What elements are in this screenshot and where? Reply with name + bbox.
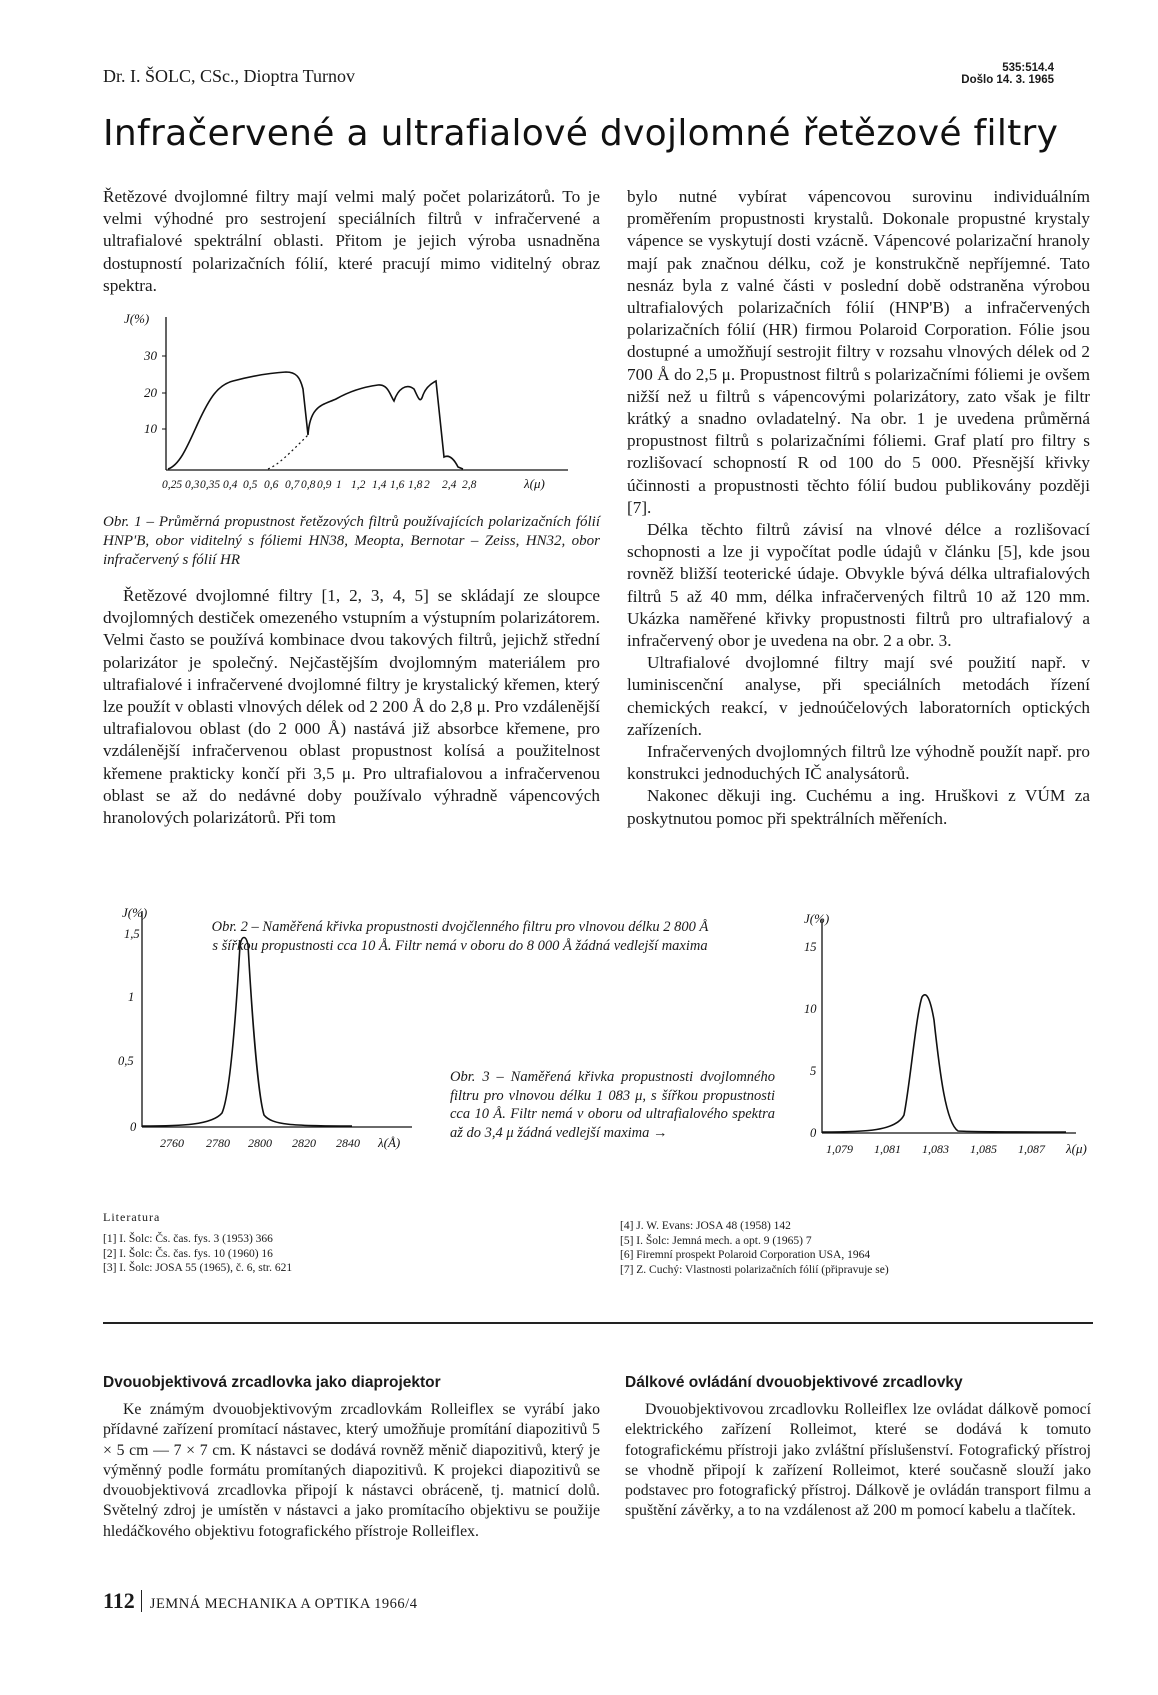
fig2-xtick: 2820 <box>292 1136 316 1150</box>
fig1-xtick: 1,4 <box>372 479 387 491</box>
news-right-body <box>625 1400 1091 1522</box>
fig2-ytick: 0 <box>130 1120 137 1134</box>
fig3-xtick: 1,083 <box>922 1142 949 1156</box>
fig2-ytick: 0,5 <box>118 1054 134 1068</box>
section-divider <box>103 1322 1093 1324</box>
fig3-xtick: 1,085 <box>970 1142 997 1156</box>
fig3-xtick: 1,081 <box>874 1142 901 1156</box>
figure-2-caption: Obr. 2 – Naměřená křivka propustnosti dvojčlenného filtru pro vlnovou délku 2 800 Å s šířkou propustnosti cca 10 Å. Filtr nemá v oboru do 8 000 Å žádná vedlejší maxima <box>211 919 709 954</box>
references-left <box>103 1232 603 1276</box>
fig2-curve <box>142 938 352 1127</box>
fig1-ytick: 30 <box>144 348 157 363</box>
fig3-xlabel: λ(μ) <box>1066 1141 1087 1156</box>
fig1-ytick: 10 <box>144 421 157 436</box>
news-right-title: Dálkové ovládání dvouobjektivové zrcadlovky <box>625 1374 963 1391</box>
classification-code: 535:514.4 <box>1002 62 1054 74</box>
reference-item: [4] J. W. Evans: JOSA 48 (1958) 142 <box>620 1220 791 1232</box>
journal-name: JEMNÁ MECHANIKA A OPTIKA 1966/4 <box>149 1596 418 1612</box>
fig1-xtick: 0,8 <box>301 479 316 491</box>
fig1-ylabel: J(%) <box>124 311 150 326</box>
fig1-xtick: 1,8 <box>408 479 423 491</box>
news-right-paragraph: Dvouobjektivovou zrcadlovku Rolleiflex lze ovládat dálkově pomocí elektrického zařízení Rolleimot, které se dodává k tomuto fotografickému přístroji jako zvláštní příslušenství. Fotografický přístroj se vhodně připojí k zařízení Rolleimot, které současně slouží jako podstavec pro fotografický přístroj. Dálkově je ovládán transport filmu a spuštění závěrky, a to na vzdálenost až 200 m pomocí kabelu a tlačítek. <box>625 1401 1091 1520</box>
author-line: Dr. I. ŠOLC, CSc., Dioptra Turnov <box>103 66 356 86</box>
fig1-xtick: 1 <box>336 479 342 491</box>
figure-1-chart <box>118 305 588 505</box>
fig1-xtick: 1,2 <box>351 479 366 491</box>
fig1-xtick: 0,25 <box>162 479 183 491</box>
fig3-ytick: 5 <box>810 1064 817 1078</box>
fig3-ytick: 0 <box>810 1126 817 1140</box>
fig1-xtick: 1,6 <box>390 479 405 491</box>
reference-item: [7] Z. Cuchý: Vlastnosti polarizačních fólií (připravuje se) <box>620 1263 889 1276</box>
fig3-ylabel: J(%) <box>804 911 830 926</box>
fig1-xtick: 0,9 <box>317 479 332 491</box>
footer-separator <box>141 1590 142 1612</box>
fig3-ytick: 10 <box>804 1002 817 1016</box>
fig1-y-ticks <box>143 348 166 436</box>
fig3-x-ticks <box>826 1142 1046 1156</box>
fig1-xtick: 2,4 <box>442 479 457 491</box>
right-paragraph: Nakonec děkuji ing. Cuchému a ing. Hruškovi z VÚM za poskytnutou pomoc při spektrálních měřeních. <box>627 786 1090 828</box>
fig2-ytick: 1,5 <box>124 927 140 941</box>
right-paragraph: bylo nutné vybírat vápencovou surovinu individuálním proměřením propustnosti krystalů. Dokonale propustné krystaly vápence se vyskytují dosti vzácně. Vápencové polarizační hranoly mají pak značnou délku, což je konstrukčně nepříjemné. Tato nesnáz byla z valné části v poslední době odstraněna výrobou ultrafialových polarizačních fólií (HNP'B) a infračervených polarizačních fólií (HR) firmou Polaroid Corporation. Fólie jsou dostupné a umožňují sestrojit filtry v rozsahu vlnových délek od 2 700 Å do 2,5 μ. Propustnost filtrů s polarizačními fóliemi je ovšem nižší než u filtrů s vápencovými polarizátory, zato však je filtr krátký a snadno ovladatelný. Na obr. 1 je uvedena průměrná propustnost filtrů s polarizačními fóliemi. Graf platí pro filtry s rozlišovací schopností R od 100 do 5 000. Přesnější křivky účinnosti a propustnosti těchto fólií budou publikovány později [7]. <box>627 187 1090 517</box>
figure-3-caption: Obr. 3 – Naměřená křivka propustnosti dvojlomného filtru pro vlnovou délku 1 083 μ, s šířkou propustnosti cca 10 Å. Filtr nemá v oboru od ultrafialového spektra až do 3,4 μ žádná vedlejší maxima → <box>450 1069 775 1141</box>
reference-item: [6] Firemní prospekt Polaroid Corporation USA, 1964 <box>620 1249 871 1261</box>
fig1-curve <box>168 372 463 469</box>
fig2-xlabel: λ(Å) <box>378 1135 401 1150</box>
fig2-xtick: 2780 <box>206 1136 230 1150</box>
fig1-xtick: 0,6 <box>264 479 279 491</box>
fig2-x-ticks <box>160 1136 360 1150</box>
fig1-xlabel: λ(μ) <box>524 476 545 491</box>
figure-3-chart <box>786 905 1116 1165</box>
fig1-x-ticks <box>162 479 477 491</box>
fig1-dotted-curve <box>268 435 308 469</box>
intro-paragraph: Řetězové dvojlomné filtry mají velmi malý počet polarizátorů. To je velmi výhodné pro sestrojení speciálních filtrů v infračervené a ultrafialové spektrální oblasti. Přitom je jejich výroba usnadněna dostupností polarizačních fólií, které pracují mimo viditelný obraz spektra. <box>103 187 600 295</box>
fig3-xtick: 1,087 <box>1018 1142 1045 1156</box>
fig3-y-ticks <box>804 940 817 1140</box>
news-left-body <box>103 1400 600 1542</box>
fig3-ytick: 15 <box>804 940 817 954</box>
news-left-paragraph: Ke známým dvouobjektivovým zrcadlovkám Rolleiflex se vyrábí jako přídavné zařízení promítací nástavec, který umožňuje promítání diapozitivů 5 × 5 cm — 7 × 7 cm. K nástavci se dodává rovněž měnič diapozitivů, který je výměnný podle formátu promítaných diapozitivů. K projekci diapozitivů se dvouobjektivová zrcadlovka připojí k nástavci obráceně, tj. matnicí dolů. Světelný zdroj je umístěn v nástavci a jako promítacího objektivu se použije hledáčkového objektivu fotografického přístroje Rolleiflex. <box>103 1401 600 1540</box>
fig1-xtick: 2 <box>424 479 430 491</box>
left-column-intro <box>103 186 600 297</box>
figure-1-caption: Obr. 1 – Průměrná propustnost řetězových filtrů používajících polarizačních fólií HNP'B, obor viditelný s fóliemi HN38, Meopta, Bernotar – Zeiss, HN32, obor infračervený s fólií HR <box>103 514 600 568</box>
literature-heading: Literatura <box>103 1210 161 1224</box>
reference-item: [1] I. Šolc: Čs. čas. fys. 3 (1953) 366 <box>103 1233 273 1245</box>
right-column <box>627 186 1090 830</box>
reference-item: [3] I. Šolc: JOSA 55 (1965), č. 6, str. 621 <box>103 1262 293 1274</box>
fig2-ytick: 1 <box>128 990 135 1004</box>
left-column-body <box>103 585 600 829</box>
fig2-y-ticks <box>118 927 140 1134</box>
fig3-xtick: 1,079 <box>826 1142 853 1156</box>
fig2-xtick: 2840 <box>336 1136 360 1150</box>
classification-block <box>961 62 1054 86</box>
page-footer <box>103 1588 417 1614</box>
fig1-xtick: 0,35 <box>200 479 221 491</box>
fig2-xtick: 2760 <box>160 1136 184 1150</box>
fig2-xtick: 2800 <box>248 1136 272 1150</box>
right-paragraph: Infračervených dvojlomných filtrů lze výhodně použít např. pro konstrukci jednoduchých IČ analysátorů. <box>627 742 1090 784</box>
fig2-ylabel: J(%) <box>122 905 148 920</box>
fig1-xtick: 0,7 <box>285 479 300 491</box>
right-paragraph: Ultrafialové dvojlomné filtry mají své použití např. v luminiscenční analyse, při speciálních metodách řízení chemických reakcí, v jednoúčelových laboratorních optických zařízeních. <box>627 653 1090 739</box>
right-paragraph: Délka těchto filtrů závisí na vlnové délce a rozlišovací schopnosti a lze ji vypočítat podle údajů v článku [5], kde jsou rovněž bližší teoterické údaje. Obvykle bývá délka ultrafialových filtrů 5 až 40 mm, délka infračervených filtrů 10 až 120 mm. Ukázka naměřené křivky propustnosti filtrů pro ultrafialový a infračervený obor je uvedena na obr. 2 a obr. 3. <box>627 520 1090 651</box>
fig1-xtick: 0,3 <box>185 479 200 491</box>
references-right <box>620 1219 1100 1277</box>
news-left-title: Dvouobjektivová zrcadlovka jako diaprojektor <box>103 1374 441 1391</box>
fig3-curve <box>822 995 1066 1132</box>
reference-item: [5] I. Šolc: Jemná mech. a opt. 9 (1965) 7 <box>620 1234 812 1247</box>
received-date: Došlo 14. 3. 1965 <box>961 74 1054 86</box>
fig1-ytick: 20 <box>144 385 157 400</box>
page-number: 112 <box>103 1588 135 1613</box>
article-title: Infračervené a ultrafialové dvojlomné řetězové filtry <box>103 113 1059 154</box>
fig1-xtick: 0,4 <box>223 479 238 491</box>
fig1-xtick: 0,5 <box>243 479 258 491</box>
fig1-xtick: 2,8 <box>462 479 477 491</box>
body-paragraph: Řetězové dvojlomné filtry [1, 2, 3, 4, 5] se skládají ze sloupce dvojlomných destiček omezeného vstupním a výstupním polarizátorem. Velmi často se používá kombinace dvou takových filtrů, jejichž střední polarizátor je společný. Nejčastějším dvojlomným materiálem pro ultrafialové i infračervené dvojlomné filtry je krystalický křemen, který lze použít v oblasti vlnových délek od 2 200 Å do 2,8 μ. Pro vzdálenější ultrafialovou oblast (do 2 000 Å) nastává již absorbce křemene, pro vzdálenější infračervenou oblast propustnost kolísá a použitelnost křemene prakticky končí při 3,5 μ. Pro ultrafialovou a infračervenou oblast se až do nedávné doby používalo výhradně vápencových hranolových polarizátorů. Při tom <box>103 586 600 828</box>
reference-item: [2] I. Šolc: Čs. čas. fys. 10 (1960) 16 <box>103 1247 273 1260</box>
